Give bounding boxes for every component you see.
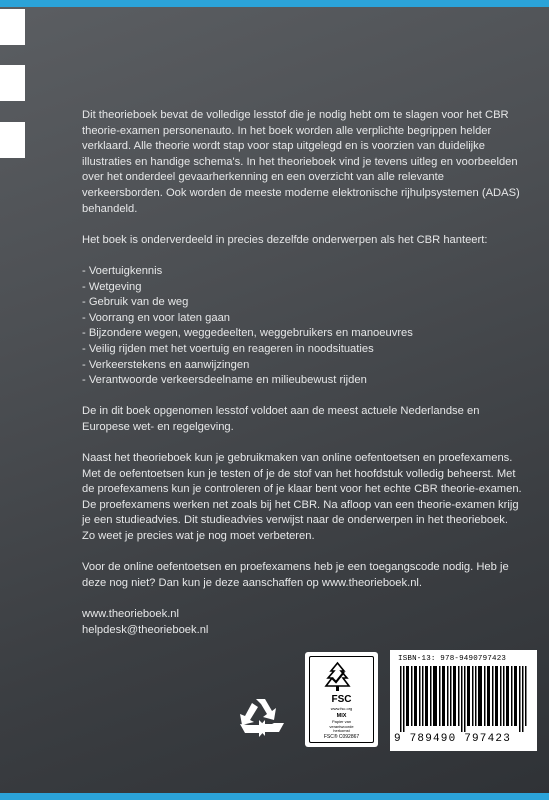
fsc-description: Papier van verantwoorde herkomst <box>329 719 354 734</box>
edge-tab-3 <box>0 122 25 158</box>
bottom-accent-bar <box>0 793 549 800</box>
intro-paragraph: Dit theorieboek bevat de volledige lesstof die je nodig hebt om te slagen voor het CBR theorie-examen personenauto. In het boek worden alle verplichte begrippen helder verklaard. Alle theorie wordt stap voor stap uitgelegd en is voorzien van duidelijke illustraties en handige schema's. In het theorieboek vind je tevens uitleg en voorbeelden over het onderdeel gevaarherkenning en een overzicht van alle relevante verkeersborden. Ook worden de meeste moderne elektronische rijhulpsystemen (ADAS) behandeld. <box>82 109 520 215</box>
fsc-logo-text: FSC <box>331 694 352 705</box>
isbn-label: ISBN-13: 978-9490797423 <box>398 655 507 663</box>
subject-item: - Verantwoorde verkeersdeelname en milieubewust rijden <box>82 374 367 387</box>
fsc-url: www.fsc.org <box>330 706 353 711</box>
helpdesk-email[interactable]: helpdesk@theorieboek.nl <box>82 623 209 636</box>
recycle-icon <box>237 695 287 741</box>
fsc-mix: MIX <box>336 713 347 719</box>
subject-item: - Gebruik van de weg <box>82 296 189 309</box>
online-paragraph: Naast het theorieboek kun je gebruikmaken van online oefentoetsen en proefexamens. Met de oefentoetsen kun je testen of je de stof van het hoofdstuk volledig beheerst. Met de proefexamens kun je controleren of je klaar bent voor het echte CBR theorie-examen. De proefexamens werken net zoals bij het CBR. Na afloop van een theorie-examen krijg je een studieadvies. Dit studieadvies verwijst naar de onderwerpen in het theorieboek. Zo weet je precies wat je nog moet verbeteren. <box>82 452 522 543</box>
website-link[interactable]: www.theorieboek.nl <box>82 608 180 620</box>
edge-tab-1 <box>0 9 25 45</box>
barcode-bars <box>400 666 528 732</box>
subjects-list <box>82 264 522 389</box>
fsc-label <box>305 652 378 747</box>
fsc-tree-check-icon <box>322 661 353 693</box>
subject-item: - Voorrang en voor laten gaan <box>82 311 231 324</box>
subject-item: - Voertuigkennis <box>82 264 163 277</box>
top-accent-bar <box>0 0 549 7</box>
edge-tab-2 <box>0 65 25 101</box>
subjects-intro: Het boek is onderverdeeld in precies dezelfde onderwerpen als het CBR hanteert: <box>82 233 488 246</box>
lesstof-paragraph: De in dit boek opgenomen lesstof voldoet aan de meest actuele Nederlandse en Europese wet- en regelgeving. <box>82 405 480 433</box>
subject-item: - Veilig rijden met het voertuig en reageren in noodsituaties <box>82 342 374 355</box>
fsc-code: FSC® C092867 <box>323 734 360 740</box>
subject-item: - Bijzondere wegen, weggedeelten, weggebruikers en manoeuvres <box>82 327 413 340</box>
subject-item: - Verkeerstekens en aanwijzingen <box>82 358 250 371</box>
subject-item: - Wetgeving <box>82 280 142 293</box>
access-code-paragraph: Voor de online oefentoetsen en proefexamens heb je een toegangscode nodig. Heb je deze nog niet? Dan kun je deze aanschaffen op www.theorieboek.nl. <box>82 561 509 589</box>
isbn-number: 9 789490 797423 <box>394 733 512 745</box>
back-cover-text <box>82 108 522 638</box>
isbn-barcode <box>390 650 537 751</box>
